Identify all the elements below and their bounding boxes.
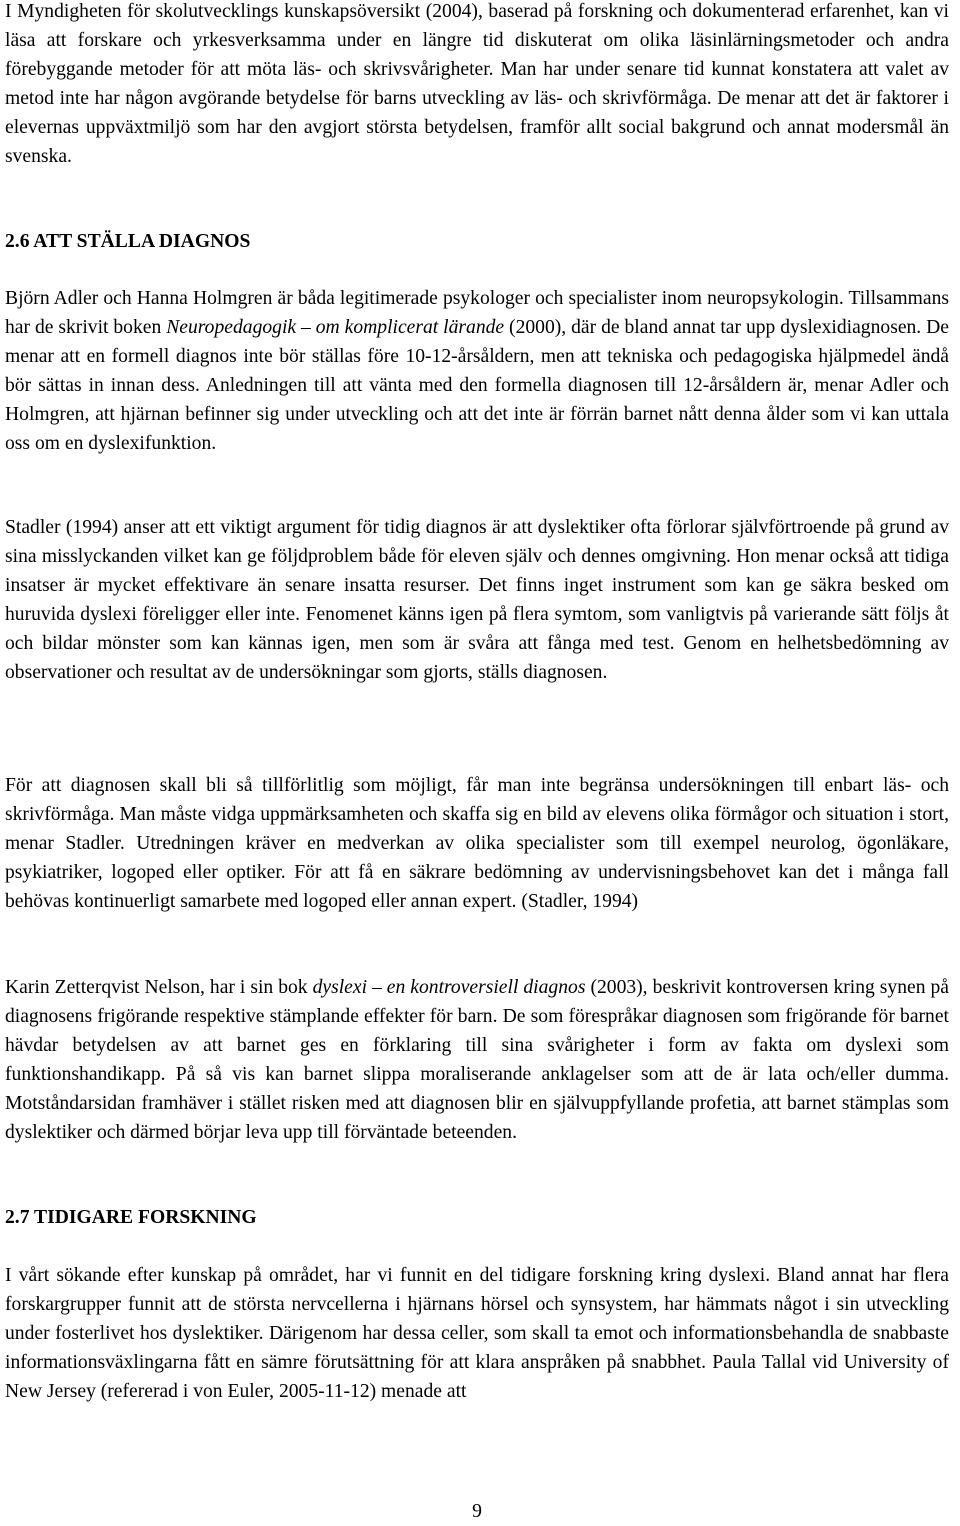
paragraph-zetterqvist-nelson [5,973,949,1147]
paragraph-text: (2000), där de bland annat tar upp dyslexidiagnosen. De menar att en formell diagnos inte bör ställas före 10-12-årsåldern, men att tekniska och pedagogiska hjälpmedel ändå bör sättas in innan dess. Anledningen till att vänta med den formella diagnosen till 12-årsåldern är, menar Adler och Holmgren, att hjärnan befinner sig under utveckling och att det inte är förrän barnet nått denna ålder som vi kan uttala oss om en dyslexifunktion. [5,317,949,454]
section-heading-diagnos: 2.6 ATT STÄLLA DIAGNOS [5,231,251,252]
paragraph-text: Björn Adler och Hanna Holmgren är båda legitimerade psykologer och specialister inom neuropsykologin. Tillsammans har de skrivit boken [5,288,949,338]
paragraph-stadler-diagnos: För att diagnosen skall bli så tillförlitlig som möjligt, får man inte begränsa undersökningen till enbart läs- och skrivförmåga. Man måste vidga uppmärksamheten och skaffa sig en bild av elevens olika förmågor och situation i stort, menar Stadler. Utredningen kräver en medverkan av olika specialister som till exempel neurolog, ögonläkare, psykiatriker, logoped eller optiker. För att få en säkrare bedömning av undervisningsbehovet kan det i många fall behövas kontinuerligt samarbete med logoped eller annan expert. (Stadler, 1994) [5,775,949,912]
paragraph-tidigare-forskning: I vårt sökande efter kunskap på området, har vi funnit en del tidigare forskning kring dyslexi. Bland annat har flera forskargrupper funnit att de största nervcellerna i hjärnans hörsel och synsystem, har hämmats något i sin utveckling under fosterlivet hos dyslektiker. Därigenom har dessa celler, som skall ta emot och informationsbehandla de snabbaste informationsväxlingarna fått en sämre förutsättning för att klara anspråken på snabbhet. Paula Tallal vid University of New Jersey (refererad i von Euler, 2005-11-12) menade att [5,1265,949,1402]
page-number: 9 [472,1501,482,1522]
paragraph-text: Karin Zetterqvist Nelson, har i sin bok [5,977,313,998]
paragraph-text: (2003), beskrivit kontroversen kring synen på diagnosens frigörande respektive stämplande effekter för barn. De som förespråkar diagnosen som frigörande för barnet hävdar betydelsen av att barnet ges en förklaring till sina svårigheter i form av fakta om dyslexi som funktionshandikapp. På så vis kan barnet slippa moraliserande anklagelser som att de är lata och/eller dumma. Motståndarsidan framhäver i stället risken med att diagnosen blir en självuppfyllande profetia, att barnet stämplas som dyslektiker och därmed börjar leva upp till förväntade beteenden. [5,977,949,1143]
paragraph-adler-holmgren [5,284,949,458]
paragraph-stadler-argument: Stadler (1994) anser att ett viktigt argument för tidig diagnos är att dyslektiker ofta förlorar självförtroende på grund av sina misslyckanden vilket kan ge följdproblem både för eleven själv och dennes omgivning. Hon menar också att tidiga insatser är mycket effektivare än senare insatta resurser. Det finns inget instrument som kan ge säkra besked om huruvida dyslexi föreligger eller inte. Fenomenet känns igen på flera symtom, som vanligtvis på varierande sätt följs åt och bildar mönster som kan kännas igen, men som är svåra att fånga med test. Genom en helhetsbedömning av observationer och resultat av de undersökningar som gjorts, ställs diagnosen. [5,517,949,683]
book-title-neuropedagogik: Neuropedagogik – om komplicerat lärande [166,317,505,338]
section-heading-forskning: 2.7 TIDIGARE FORSKNING [5,1207,257,1228]
book-title-dyslexi: dyslexi – en kontroversiell diagnos [312,977,586,998]
paragraph-skolutveckling: I Myndigheten för skolutvecklings kunskapsöversikt (2004), baserad på forskning och dokumenterad erfarenhet, kan vi läsa att forskare och yrkesverksamma under en längre tid diskuterat om olika läsinlärningsmetoder och andra förebyggande metoder för att möta läs- och skrivsvårigheter. Man har under senare tid kunnat konstatera att valet av metod inte har någon avgörande betydelse för barns utveckling av läs- och skrivförmåga. De menar att det är faktorer i elevernas uppväxtmiljö som har den avgjort största betydelsen, framför allt social bakgrund och annat modersmål än svenska. [5,1,949,167]
